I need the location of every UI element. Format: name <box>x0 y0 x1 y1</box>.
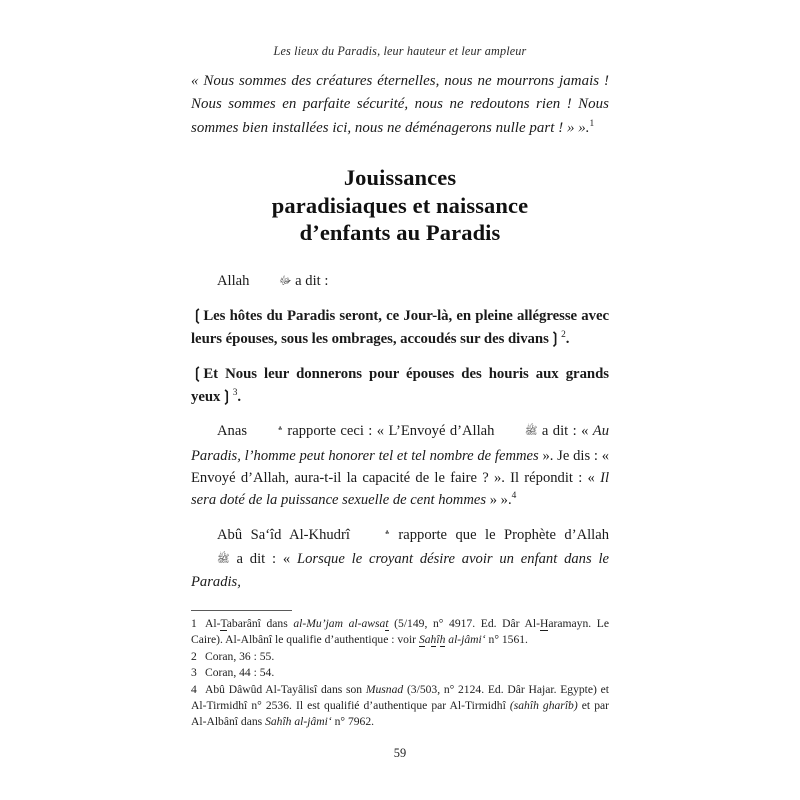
intro-text-after: a dit : <box>291 272 329 289</box>
opening-quote <box>191 70 609 140</box>
quran-verse-1-end: . <box>565 330 570 347</box>
footnote-4-number: 4 <box>191 682 197 696</box>
hadith-2-part-3: a dit : « <box>229 550 297 567</box>
chapter-title-line-2: paradisiaques et naissance <box>271 192 529 218</box>
quran-verse-1 <box>191 305 609 350</box>
jalla-jalaluhu-icon: ﷻ <box>279 273 292 287</box>
footnote-3-number: 3 <box>191 666 197 680</box>
footnote-2-text: Coran, 36 : 55. <box>205 649 275 663</box>
footnote-ref-3[interactable]: 3 <box>232 387 238 398</box>
running-head: Les lieux du Paradis, leur hauteur et leur ampleur <box>273 44 527 58</box>
sallallahu-alayhi-wasallam-icon: ﷺ <box>524 425 538 438</box>
hadith-1-italic-1: Au Paradis, l’homme peut honorer tel et tel nombre de femmes <box>191 423 609 464</box>
chapter-title-line-1: Jouissances <box>343 165 457 191</box>
footnote-1-number: 1 <box>191 617 197 630</box>
hadith-paragraph-2 <box>191 524 609 594</box>
footnote-1-text: Al-Tabarânî dans al-Mu’jam al-awsat (5/149, n° 4917. Ed. Dâr Al-Haramayn. Le Caire). Al-Albânî le qualifie d’authentique : voir Sahîh al-jâmi‘ n° 1561. <box>191 617 610 647</box>
footnote-1 <box>191 616 609 649</box>
radiyallahu-anhu-icon-2: ؞ <box>384 529 390 541</box>
quran-verse-2-text: ❲Et Nous leur donnerons pour épouses des houris aux grands yeux❳ <box>191 366 609 405</box>
hadith-1-part-1: Anas <box>217 423 252 440</box>
footnotes-block <box>191 610 609 731</box>
hadith-1-italic-2: Il sera doté de la puissance sexuelle de cent hommes <box>191 469 609 509</box>
footnote-4-text: Abû Dâwûd Al-Tayâlisî dans son Musnad (3/503, n° 2124. Ed. Dâr Hajar. Egypte) et Al-Tirmidhî n° 2536. Il est qualifié d’authentique par Al-Tirmidhî (sahîh gharîb) et par Al-Albânî dans Sahîh al-jâmi‘ n° 7962. <box>191 682 609 729</box>
quran-verse-2-end: . <box>237 388 242 405</box>
quran-verse-1-text: ❲Les hôtes du Paradis seront, ce Jour-là, en pleine allégresse avec leurs épouses, sous les ombrages, accoudés sur des divans❳ <box>191 308 609 347</box>
intro-text-before: Allah <box>217 272 254 289</box>
chapter-title <box>191 164 609 247</box>
opening-quote-line-3: sommes bien installées ici, nous ne déménagerons nulle part ! » ». <box>191 119 590 136</box>
footnote-2 <box>191 649 609 665</box>
hadith-1-part-4: ». Je dis : « Envoyé d’Allah, aura-t-il la capacité de le faire ? ». Il répondit : « <box>191 447 609 486</box>
quran-verse-2 <box>191 363 609 408</box>
footnote-separator-rule <box>191 610 292 611</box>
footnote-4 <box>191 682 609 731</box>
opening-quote-line-2: Nous sommes en parfaite sécurité, nous ne redoutons rien ! Nous <box>191 96 609 113</box>
chapter-title-line-3: d’enfants au Paradis <box>299 220 501 246</box>
footnote-3-text: Coran, 44 : 54. <box>205 666 275 680</box>
hadith-2-part-2: rapporte que le Prophète d’Allah <box>389 526 609 543</box>
intro-line <box>191 270 609 293</box>
footnote-ref-4[interactable]: 4 <box>511 491 517 502</box>
hadith-2-italic-1: Lorsque le croyant désire avoir un enfant dans le Paradis, <box>191 550 609 591</box>
hadith-1-part-5: » ». <box>486 492 512 509</box>
radiyallahu-anhu-icon: ؞ <box>277 426 283 438</box>
text-column <box>191 70 609 593</box>
footnote-ref-1[interactable]: 1 <box>589 118 595 129</box>
opening-quote-line-1: « Nous sommes des créatures éternelles, nous ne mourrons jamais ! <box>191 73 609 89</box>
hadith-1-part-2: rapporte ceci : « L’Envoyé d’Allah <box>282 423 499 440</box>
hadith-1-part-3: a dit : « <box>537 423 593 440</box>
page-number: 59 <box>393 746 407 760</box>
hadith-paragraph-1 <box>191 420 609 511</box>
footnote-2-number: 2 <box>191 649 197 663</box>
sallallahu-alayhi-wasallam-icon-2: ﷺ <box>217 552 230 565</box>
footnote-ref-2[interactable]: 2 <box>561 329 566 340</box>
hadith-2-part-1: Abû Sa‘îd Al-Khudrî <box>217 526 359 543</box>
footnote-3 <box>191 665 609 681</box>
